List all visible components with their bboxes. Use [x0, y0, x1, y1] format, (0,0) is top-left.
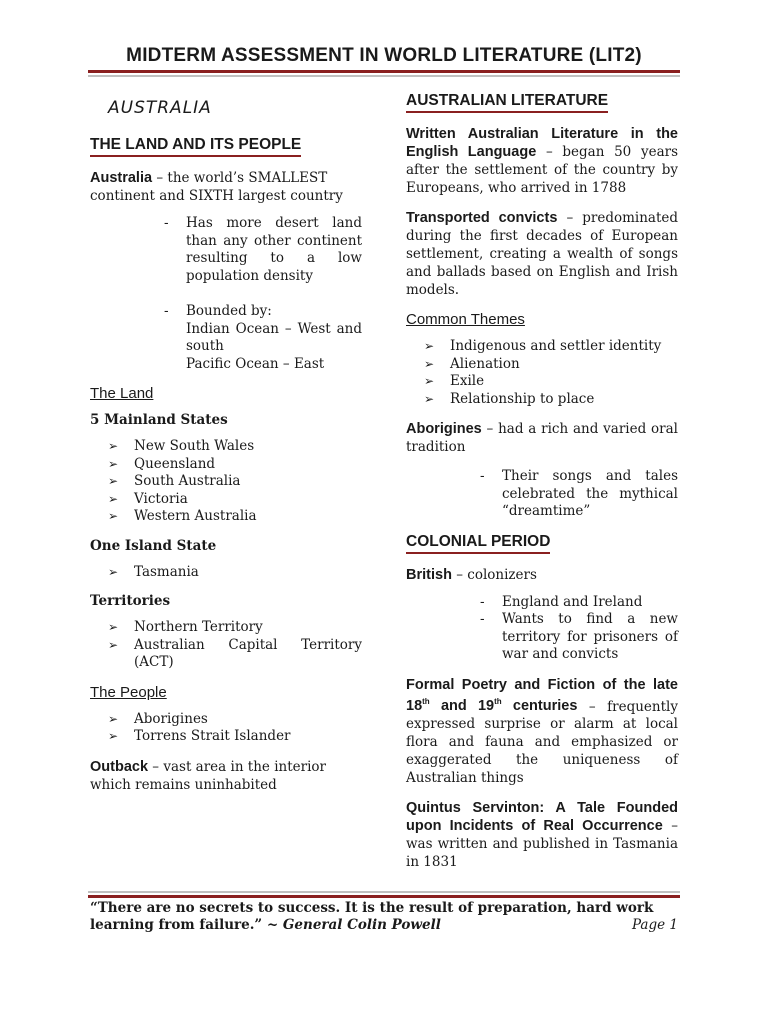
australia-definition	[90, 169, 362, 205]
header-rule-thin	[88, 75, 680, 77]
country-title: AUSTRALIA	[108, 98, 212, 118]
arrow-bullet-icon: ➢	[424, 339, 435, 353]
land-heading: The Land	[90, 385, 154, 402]
arrow-bullet-icon: ➢	[108, 509, 119, 523]
arrow-bullet-icon: ➢	[108, 729, 119, 743]
page-title: MIDTERM ASSESSMENT IN WORLD LITERATURE (LIT2)	[126, 45, 642, 66]
list-item: ➢ Exile	[424, 373, 485, 389]
australia-desc: – the world’s SMALLEST continent and SIXTH largest country	[90, 170, 343, 204]
convicts-desc: – predominated during the first decades of European settlement, creating a wealth of songs and ballads based on English and Irish models.	[406, 210, 679, 298]
aborigines-term: Aborigines	[406, 421, 482, 437]
fact-desert: - Has more desert land than any other continent resulting to a low population density	[164, 215, 362, 284]
list-item: ➢ Tasmania	[108, 563, 199, 580]
fact-bounded: - Bounded by: Indian Ocean – West and south Pacific Ocean – East	[164, 303, 362, 372]
written-literature-desc: – began 50 years after the settlement of the country by Europeans, who arrived in 1788	[406, 144, 678, 196]
arrow-bullet-icon: ➢	[108, 637, 119, 652]
arrow-bullet-icon: ➢	[108, 474, 119, 488]
aborigines-notes	[480, 468, 678, 521]
note-territory: - Wants to find a new territory for prisoners of war and convicts	[480, 611, 678, 662]
british-notes	[480, 593, 678, 664]
common-themes-heading: Common Themes	[406, 311, 525, 328]
list-item: ➢ Alienation	[424, 355, 520, 372]
themes-list	[424, 338, 678, 408]
convicts-definition	[406, 209, 678, 299]
note-territory-text: Wants to find a new territory for prisoners of war and convicts	[502, 611, 678, 662]
arrow-bullet-icon: ➢	[424, 391, 435, 406]
list-item: ➢ Northern Territory	[108, 619, 263, 635]
quote-text: “There are no secrets to success. It is the result of preparation, hard work learning from failure.” ~	[90, 900, 654, 933]
footer-rule-thick	[88, 895, 680, 898]
british-term: British	[406, 566, 452, 583]
arrow-bullet-icon: ➢	[108, 711, 119, 726]
list-item: ➢ Western Australia	[108, 508, 257, 524]
quintus-desc: – was written and published in Tasmania in 1831	[406, 818, 679, 871]
aborigines-desc: – had a rich and varied oral tradition	[406, 421, 678, 455]
mainland-states-heading: 5 Mainland States	[90, 412, 228, 428]
right-column	[406, 92, 678, 883]
arrow-bullet-icon: ➢	[108, 439, 119, 453]
list-item: ➢ New South Wales	[108, 438, 255, 454]
outback-term: Outback	[90, 758, 149, 775]
mainland-states-list	[108, 438, 362, 526]
formal-poetry-definition	[406, 676, 678, 788]
australia-facts	[164, 215, 362, 373]
note-dreamtime: - Their songs and tales celebrated the mythical “dreamtime”	[480, 468, 678, 519]
bounded-west: Indian Ocean – West and south	[186, 320, 362, 354]
quintus-definition	[406, 799, 678, 871]
people-list	[108, 711, 362, 746]
people-heading: The People	[90, 683, 167, 701]
arrow-bullet-icon: ➢	[108, 491, 119, 506]
british-desc: – colonizers	[451, 566, 537, 583]
outback-desc: – vast area in the interior which remains uninhabited	[90, 758, 326, 793]
note-england-text: England and Ireland	[502, 593, 643, 610]
note-england: - England and Ireland	[480, 593, 643, 610]
footer-rule-thin	[88, 891, 680, 893]
arrow-bullet-icon: ➢	[108, 620, 119, 634]
island-state-heading: One Island State	[90, 537, 217, 554]
quote-author: General Colin Powell	[282, 917, 441, 933]
written-literature-term: Written Australian Literature in the English Language	[406, 126, 678, 160]
arrow-bullet-icon: ➢	[424, 356, 435, 371]
arrow-bullet-icon: ➢	[108, 564, 119, 579]
left-column	[90, 92, 362, 806]
british-definition	[406, 566, 678, 584]
header-rule-thick	[88, 70, 680, 73]
island-state-list	[108, 564, 362, 582]
list-item: ➢ Relationship to place	[424, 390, 595, 407]
list-item: ➢ Indigenous and settler identity	[424, 338, 662, 354]
australian-literature-heading: AUSTRALIAN LITERATURE	[406, 92, 608, 113]
list-item: ➢ Torrens Strait Islander	[108, 728, 291, 744]
aborigines-definition	[406, 420, 678, 456]
list-item: ➢ Aborigines	[108, 710, 208, 727]
formal-poetry-desc: – frequently expressed surprise or alarm at local flora and fauna and emphasized or exaggerated the uniqueness of Australian things	[406, 698, 678, 787]
outback-definition	[90, 758, 362, 794]
territories-list	[108, 619, 362, 672]
arrow-bullet-icon: ➢	[424, 374, 435, 388]
written-literature-definition	[406, 125, 678, 197]
list-item: ➢ Queensland	[108, 455, 216, 472]
colonial-period-heading: COLONIAL PERIOD	[406, 533, 550, 554]
formal-poetry-term: Formal Poetry and Fiction of the late 18th and 19th centuries	[406, 676, 678, 715]
territories-heading: Territories	[90, 593, 171, 609]
note-dreamtime-text: Their songs and tales celebrated the mythical “dreamtime”	[502, 468, 678, 519]
fact-bounded-text: Bounded by:	[186, 303, 272, 319]
bounded-east: Pacific Ocean – East	[186, 355, 325, 372]
list-item: ➢ Victoria	[108, 490, 188, 507]
footer-quote	[90, 900, 680, 934]
convicts-term: Transported convicts	[406, 210, 558, 226]
land-people-heading: THE LAND AND ITS PEOPLE	[90, 136, 301, 157]
page-number: Page 1	[631, 917, 678, 933]
list-item: ➢ Australian Capital Territory (ACT)	[108, 636, 362, 670]
fact-desert-text: Has more desert land than any other continent resulting to a low population density	[186, 215, 362, 284]
quintus-term: Quintus Servinton: A Tale Founded upon Incidents of Real Occurrence	[406, 800, 678, 835]
australia-term: Australia	[90, 170, 153, 186]
arrow-bullet-icon: ➢	[108, 456, 119, 471]
list-item: ➢ South Australia	[108, 473, 241, 489]
